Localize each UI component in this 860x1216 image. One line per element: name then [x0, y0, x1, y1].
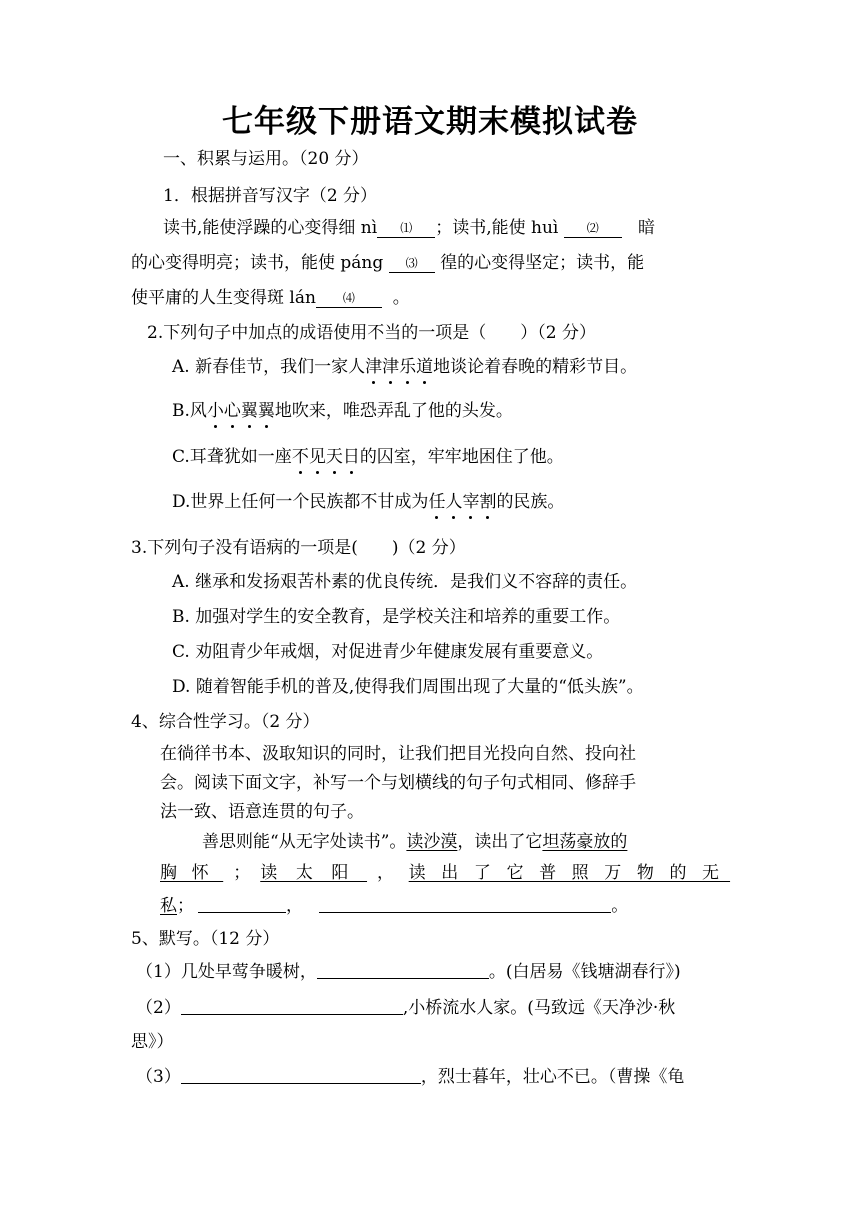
option-text: 的民族。: [496, 492, 565, 512]
sample-text: ，: [286, 896, 303, 916]
underlined-text: 读太阳: [260, 863, 368, 883]
q4-stem: 4、综合性学习。（2 分）: [131, 712, 320, 732]
q3-option-c[interactable]: C. 劝阻青少年戒烟，对促进青少年健康发展有重要意义。: [172, 642, 604, 662]
q1-line1: [163, 216, 655, 240]
dotted-char: 天: [325, 447, 343, 467]
underlined-text: 读出了它普照万物的无: [408, 863, 731, 883]
sample-text: 。: [611, 896, 629, 916]
item-text: （1）几处早莺争暖树，: [136, 962, 317, 982]
option-text: D.世界上任何一个民族都不甘成为: [172, 492, 429, 512]
q1-line2: [131, 251, 644, 275]
dotted-char: 人: [445, 492, 463, 512]
option-text: A. 新春佳节，我们一家人: [172, 357, 366, 377]
option-text: 地吹来，唯恐弄乱了他的头发。: [274, 401, 513, 421]
section-heading: 一、积累与运用。（20 分）: [163, 149, 369, 169]
q1-line3: [131, 286, 410, 310]
dotted-char: 不: [291, 447, 309, 467]
q1-text: 的心变得明亮；读书，能使 páng: [131, 253, 384, 273]
dotted-char: 翼: [257, 401, 275, 421]
q3-option-a[interactable]: A. 继承和发扬艰苦朴素的优良传统．是我们义不容辞的责任。: [172, 572, 638, 592]
blank-2[interactable]: ⑵: [564, 219, 622, 238]
underlined-text: 坦荡豪放的: [542, 832, 628, 852]
dotted-char: 小: [206, 401, 224, 421]
answer-blank-1[interactable]: [198, 894, 286, 913]
item-text: 。(白居易《钱塘湖春行》): [488, 962, 681, 982]
q5-item-3: [136, 1065, 684, 1089]
dotted-char: 心: [223, 401, 241, 421]
q1-text: 读书,能使浮躁的心变得细 nì: [163, 218, 378, 238]
q1-text: 使平庸的人生变得斑 lán: [131, 288, 316, 308]
dotted-char: 乐: [399, 357, 417, 377]
q4-paragraph: 法一致、语意连贯的句子。: [160, 802, 364, 822]
sample-text: ，: [377, 863, 399, 883]
q5-stem: 5、默写。（12 分）: [131, 929, 280, 949]
item-text: ,小桥流水人家。(马致远《天净沙·秋: [402, 998, 676, 1018]
recite-blank-1[interactable]: [317, 960, 489, 979]
q5-item-2-cont: 思》）: [131, 1032, 174, 1052]
q4-paragraph: 在徜徉书本、汲取知识的同时，让我们把目光投向自然、投向社: [160, 744, 636, 764]
exam-title: 七年级下册语文期末模拟试卷: [222, 104, 638, 140]
option-text: 地谈论着春晚的精彩节目。: [433, 357, 638, 377]
dotted-char: 任: [428, 492, 446, 512]
q3-option-d[interactable]: D. 随着智能手机的普及,使得我们周围出现了大量的“低头族”。: [172, 677, 644, 697]
dotted-char: 割: [479, 492, 497, 512]
blank-4[interactable]: ⑷: [316, 289, 382, 308]
q1-text: ；读书,能使 huì: [435, 218, 559, 238]
q1-stem: 1．根据拼音写汉字（2 分）: [163, 186, 378, 206]
blank-1[interactable]: ⑴: [377, 219, 435, 238]
item-text: （3）: [136, 1067, 181, 1087]
sample-text: ；: [233, 863, 251, 883]
option-text: C.耳聋犹如一座: [172, 447, 292, 467]
q3-stem: 3.下列句子没有语病的一项是( )（2 分）: [131, 538, 466, 558]
underlined-text: 胸怀: [160, 863, 224, 883]
sample-text: ；: [177, 896, 194, 916]
dotted-char: 日: [342, 447, 360, 467]
q4-sample-line1: [202, 830, 627, 854]
q2-option-d[interactable]: [172, 490, 564, 514]
underlined-text: 私: [160, 896, 177, 916]
underlined-text: 读沙漠: [406, 832, 458, 852]
q3-option-b[interactable]: B. 加强对学生的安全教育，是学校关注和培养的重要工作。: [172, 607, 621, 627]
q2-option-a[interactable]: [172, 355, 637, 379]
q1-text: 徨的心变得坚定；读书，能: [440, 253, 645, 273]
dotted-char: 见: [308, 447, 326, 467]
q4-answer-line: [160, 894, 628, 918]
q2-option-c[interactable]: [172, 445, 564, 469]
dotted-char: 宰: [462, 492, 480, 512]
item-text: （2）: [136, 998, 181, 1018]
blank-3[interactable]: ⑶: [389, 254, 435, 273]
recite-blank-2[interactable]: [181, 996, 403, 1015]
q2-stem: 2.下列句子中加点的成语使用不当的一项是（ ）（2 分）: [147, 323, 596, 343]
q5-item-1: [136, 960, 681, 984]
dotted-char: 津: [382, 357, 400, 377]
q4-paragraph: 会。阅读下面文字，补写一个与划横线的句子句式相同、修辞手: [160, 773, 636, 793]
dotted-char: 津: [365, 357, 383, 377]
q5-item-2: [136, 996, 675, 1020]
answer-blank-2[interactable]: [319, 894, 611, 913]
item-text: ，烈士暮年，壮心不已。（曹操《龟: [420, 1067, 685, 1087]
option-text: B.风: [172, 401, 207, 421]
q1-text: 。: [392, 288, 410, 308]
dotted-char: 道: [416, 357, 434, 377]
recite-blank-3[interactable]: [181, 1065, 421, 1084]
sample-text: 善思则能“从无字处读书”。: [202, 832, 407, 852]
sample-text: ，读出了它: [457, 832, 543, 852]
dotted-char: 翼: [240, 401, 258, 421]
option-text: 的囚室，牢牢地困住了他。: [359, 447, 564, 467]
q4-sample-line2: [160, 861, 730, 885]
q2-option-b[interactable]: [172, 399, 513, 423]
q1-text: 暗: [637, 218, 655, 238]
